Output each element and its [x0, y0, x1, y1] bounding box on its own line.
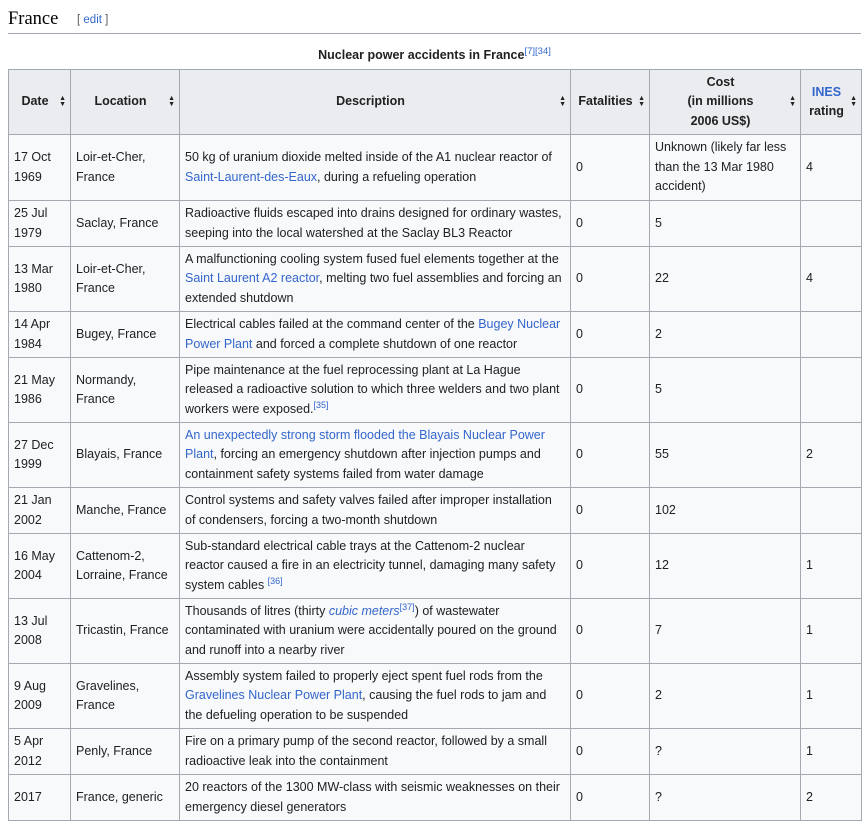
cell-description: Fire on a primary pump of the second reactor, followed by a small radioactive leak into the containment	[180, 729, 571, 775]
table-row	[9, 775, 862, 821]
cell-date: 21 May 1986	[9, 358, 71, 423]
cell-location: Gravelines, France	[71, 664, 180, 729]
cell-fatalities: 0	[571, 135, 650, 201]
cell-date: 9 Aug 2009	[9, 664, 71, 729]
cell-location: Cattenom-2, Lorraine, France	[71, 534, 180, 599]
cell-fatalities: 0	[571, 247, 650, 312]
cell-description: Control systems and safety valves failed after improper installation of condensers, forcing a two-month shutdown	[180, 488, 571, 534]
cell-location: Blayais, France	[71, 423, 180, 488]
cell-cost: 55	[650, 423, 801, 488]
cell-ines: 1	[801, 599, 862, 664]
cell-description: A malfunctioning cooling system fused fuel elements together at the Saint Laurent A2 reactor, melting two fuel assemblies and forcing an extended shutdown	[180, 247, 571, 312]
cell-date: 13 Mar 1980	[9, 247, 71, 312]
cell-date: 5 Apr 2012	[9, 729, 71, 775]
desc-link[interactable]: Bugey Nuclear Power Plant	[185, 317, 561, 351]
cell-date: 25 Jul 1979	[9, 201, 71, 247]
table-row	[9, 201, 862, 247]
cell-ines: 1	[801, 534, 862, 599]
sort-icon: ▲ ▼	[638, 95, 645, 108]
table-row	[9, 599, 862, 664]
edit-link[interactable]: edit	[83, 14, 102, 26]
desc-link[interactable]: Saint-Laurent-des-Eaux	[185, 169, 318, 184]
cell-cost: 7	[650, 599, 801, 664]
cell-date: 16 May 2004	[9, 534, 71, 599]
table-row	[9, 135, 862, 201]
sort-icon: ▲ ▼	[850, 95, 857, 108]
cell-cost: 12	[650, 534, 801, 599]
sort-icon: ▲ ▼	[168, 95, 175, 108]
table-row	[9, 358, 862, 423]
cell-date: 2017	[9, 775, 71, 821]
desc-link[interactable]: cubic meters	[328, 603, 400, 618]
cell-date: 14 Apr 1984	[9, 312, 71, 358]
section-heading	[8, 8, 861, 34]
edit-section: [ edit ]	[77, 14, 109, 26]
cell-cost: Unknown (likely far less than the 13 Mar 1980 accident)	[650, 135, 801, 201]
cell-cost: 2	[650, 664, 801, 729]
cell-description: Assembly system failed to properly eject spent fuel rods from the Gravelines Nuclear Power Plant, causing the fuel rods to jam and the defueling operation to be suspended	[180, 664, 571, 729]
cell-location: France, generic	[71, 775, 180, 821]
cell-date: 21 Jan 2002	[9, 488, 71, 534]
cell-location: Saclay, France	[71, 201, 180, 247]
cell-location: Penly, France	[71, 729, 180, 775]
sort-icon: ▲ ▼	[559, 95, 566, 108]
ref-link[interactable]: [35]	[313, 399, 329, 410]
cell-fatalities: 0	[571, 358, 650, 423]
cell-ines	[801, 488, 862, 534]
col-header-fatalities[interactable]: Fatalities ▲ ▼	[571, 70, 650, 135]
desc-link[interactable]: Saint Laurent A2 reactor	[185, 271, 320, 286]
section-title: France	[8, 9, 59, 29]
cell-description: An unexpectedly strong storm flooded the Blayais Nuclear Power Plant, forcing an emergency shutdown after injection pumps and containment safety systems failed from water damage	[180, 423, 571, 488]
table-row	[9, 664, 862, 729]
table-row	[9, 488, 862, 534]
cell-cost: 5	[650, 201, 801, 247]
cell-description: Electrical cables failed at the command center of the Bugey Nuclear Power Plant and forced a complete shutdown of one reactor	[180, 312, 571, 358]
cell-location: Tricastin, France	[71, 599, 180, 664]
table-row	[9, 312, 862, 358]
cell-ines	[801, 358, 862, 423]
cell-description: Thousands of litres (thirty cubic meters[37]) of wastewater contaminated with uranium were accidentally poured on the ground and runoff into a nearby river	[180, 599, 571, 664]
cell-fatalities: 0	[571, 312, 650, 358]
table-row	[9, 534, 862, 599]
cell-fatalities: 0	[571, 664, 650, 729]
cell-cost: ?	[650, 729, 801, 775]
cell-ines: 4	[801, 135, 862, 201]
table-caption: Nuclear power accidents in France[7][34]	[318, 46, 551, 63]
col-header-description[interactable]: Description ▲ ▼	[180, 70, 571, 135]
ines-link[interactable]: INES	[811, 84, 842, 99]
cell-cost: ?	[650, 775, 801, 821]
cell-cost: 5	[650, 358, 801, 423]
cell-description: 20 reactors of the 1300 MW-class with seismic weaknesses on their emergency diesel generators	[180, 775, 571, 821]
cell-ines	[801, 312, 862, 358]
cell-fatalities: 0	[571, 775, 650, 821]
desc-link[interactable]: An unexpectedly strong storm flooded the Blayais Nuclear Power Plant	[185, 427, 545, 462]
sort-icon: ▲ ▼	[789, 95, 796, 108]
accidents-table	[8, 69, 862, 821]
cell-location: Bugey, France	[71, 312, 180, 358]
cell-ines: 1	[801, 664, 862, 729]
cell-date: 13 Jul 2008	[9, 599, 71, 664]
cell-location: Loir-et-Cher, France	[71, 135, 180, 201]
cell-ines: 2	[801, 775, 862, 821]
cell-fatalities: 0	[571, 201, 650, 247]
desc-link[interactable]: Gravelines Nuclear Power Plant	[185, 688, 363, 703]
col-header-location[interactable]: Location ▲ ▼	[71, 70, 180, 135]
cell-cost: 2	[650, 312, 801, 358]
cell-description: 50 kg of uranium dioxide melted inside of the A1 nuclear reactor of Saint-Laurent-des-Eaux, during a refueling operation	[180, 135, 571, 201]
cell-date: 17 Oct 1969	[9, 135, 71, 201]
cell-fatalities: 0	[571, 488, 650, 534]
table-row	[9, 729, 862, 775]
cell-fatalities: 0	[571, 729, 650, 775]
cell-ines: 1	[801, 729, 862, 775]
sort-icon: ▲ ▼	[59, 95, 66, 108]
cell-location: Normandy, France	[71, 358, 180, 423]
cell-cost: 22	[650, 247, 801, 312]
table-row	[9, 423, 862, 488]
ref-link[interactable]: [36]	[267, 575, 283, 586]
cell-fatalities: 0	[571, 599, 650, 664]
col-header-date[interactable]: Date ▲ ▼	[9, 70, 71, 135]
cell-location: Manche, France	[71, 488, 180, 534]
cell-cost: 102	[650, 488, 801, 534]
cell-ines: 2	[801, 423, 862, 488]
cell-ines: 4	[801, 247, 862, 312]
cell-description: Radioactive fluids escaped into drains designed for ordinary wastes, seeping into the local watershed at the Saclay BL3 Reactor	[180, 201, 571, 247]
cell-location: Loir-et-Cher, France	[71, 247, 180, 312]
col-header-ines[interactable]: INES rating ▲ ▼	[801, 70, 862, 135]
cell-fatalities: 0	[571, 423, 650, 488]
cell-date: 27 Dec 1999	[9, 423, 71, 488]
caption-refs[interactable]: [7][34]	[524, 46, 551, 57]
col-header-cost[interactable]: Cost (in millions 2006 US$) ▲ ▼	[650, 70, 801, 135]
cell-description: Sub-standard electrical cable trays at the Cattenom-2 nuclear reactor caused a fire in an electricity tunnel, damaging many safety system cables [36]	[180, 534, 571, 599]
cell-ines	[801, 201, 862, 247]
cell-fatalities: 0	[571, 534, 650, 599]
table-row	[9, 247, 862, 312]
cell-description: Pipe maintenance at the fuel reprocessing plant at La Hague released a radioactive solution to which three welders and two plant workers were exposed.[35]	[180, 358, 571, 423]
ref-link[interactable]: [37]	[399, 601, 415, 612]
